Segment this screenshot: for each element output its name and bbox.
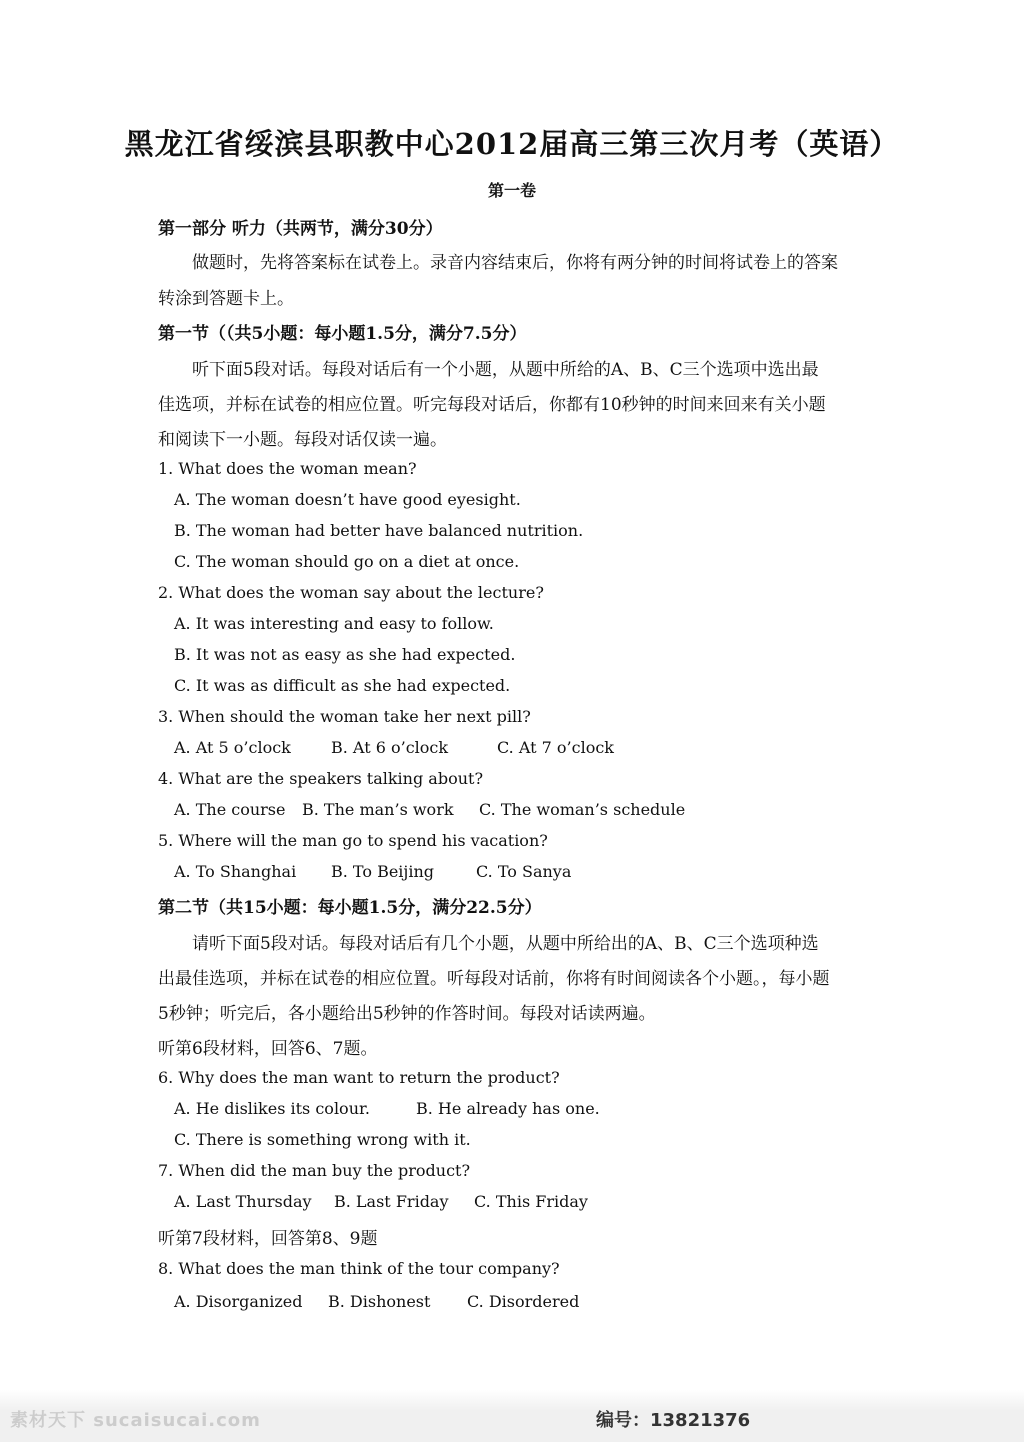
question-6-option-b: B. He already has one. xyxy=(416,1099,600,1118)
question-6: 6. Why does the man want to return the product? xyxy=(158,1068,560,1087)
question-5-option-c: C. To Sanya xyxy=(476,862,572,881)
question-7-option-c: C. This Friday xyxy=(474,1192,588,1211)
watermark-site: 素材天下 sucaisucai.com xyxy=(10,1410,261,1431)
page-title: 黑龙江省绥滨县职教中心2012届高三第三次月考（英语） xyxy=(124,127,900,161)
question-1-option-a: A. The woman doesn’t have good eyesight. xyxy=(174,490,521,509)
question-5-option-b: B. To Beijing xyxy=(331,862,435,881)
question-4-option-b: B. The man’s work xyxy=(302,800,454,819)
question-2-option-c: C. It was as difficult as she had expected. xyxy=(174,676,511,695)
question-8-option-b: B. Dishonest xyxy=(328,1292,431,1311)
question-2-option-b: B. It was not as easy as she had expected. xyxy=(174,645,516,664)
question-3-option-a: A. At 5 o’clock xyxy=(174,738,291,757)
volume-subtitle: 第一卷 xyxy=(487,181,536,200)
question-4-option-a: A. The course xyxy=(174,800,286,819)
question-2: 2. What does the woman say about the lecture? xyxy=(158,583,544,602)
material-7-instruction: 听第7段材料，回答第8、9题 xyxy=(158,1229,378,1249)
question-8-option-a: A. Disorganized xyxy=(174,1292,303,1311)
question-5-option-a: A. To Shanghai xyxy=(174,862,297,881)
question-3-option-b: B. At 6 o’clock xyxy=(331,738,449,757)
part1-intro-line1: 做题时，先将答案标在试卷上。录音内容结束后，你将有两分钟的时间将试卷上的答案 xyxy=(192,253,838,273)
section1-heading: 第一节（（共5小题：每小题1.5分，满分7.5分） xyxy=(158,324,527,344)
section1-intro-line1: 听下面5段对话。每段对话后有一个小题，从题中所给的A、B、C三个选项中选出最 xyxy=(192,360,819,380)
material-6-instruction: 听第6段材料，回答6、7题。 xyxy=(158,1039,378,1059)
question-8: 8. What does the man think of the tour company? xyxy=(158,1259,560,1278)
question-1: 1. What does the woman mean? xyxy=(158,459,417,478)
section2-intro-line3: 5秒钟；听完后，各小题给出5秒钟的作答时间。每段对话读两遍。 xyxy=(158,1004,656,1024)
question-7-option-a: A. Last Thursday xyxy=(174,1192,312,1211)
question-8-option-c: C. Disordered xyxy=(467,1292,580,1311)
section1-intro-line3: 和阅读下一小题。每段对话仅读一遍。 xyxy=(158,430,447,450)
question-3-option-c: C. At 7 o’clock xyxy=(497,738,614,757)
watermark-id: 编号：13821376 xyxy=(596,1410,751,1431)
question-3: 3. When should the woman take her next pill? xyxy=(158,707,531,726)
question-4: 4. What are the speakers talking about? xyxy=(158,769,484,788)
question-6-option-a: A. He dislikes its colour. xyxy=(174,1099,370,1118)
part1-intro-line2: 转涂到答题卡上。 xyxy=(158,289,294,309)
question-1-option-c: C. The woman should go on a diet at once. xyxy=(174,552,520,571)
section2-intro-line1: 请听下面5段对话。每段对话后有几个小题，从题中所给出的A、B、C三个选项种选 xyxy=(192,934,819,954)
section2-intro-line2: 出最佳选项，并标在试卷的相应位置。听每段对话前，你将有时间阅读各个小题。，每小题 xyxy=(158,969,830,989)
question-5: 5. Where will the man go to spend his vacation? xyxy=(158,831,548,850)
question-6-option-c: C. There is something wrong with it. xyxy=(174,1130,471,1149)
part1-heading: 第一部分 听力（共两节，满分30分） xyxy=(158,219,443,239)
watermark-bar xyxy=(0,1390,1024,1442)
question-7-option-b: B. Last Friday xyxy=(334,1192,449,1211)
question-7: 7. When did the man buy the product? xyxy=(158,1161,471,1180)
section2-heading: 第二节（共15小题：每小题1.5分，满分22.5分） xyxy=(158,898,542,918)
question-1-option-b: B. The woman had better have balanced nutrition. xyxy=(174,521,584,540)
question-4-option-c: C. The woman’s schedule xyxy=(479,800,686,819)
section1-intro-line2: 佳选项，并标在试卷的相应位置。听完每段对话后，你都有10秒钟的时间来回来有关小题 xyxy=(158,395,826,415)
question-2-option-a: A. It was interesting and easy to follow. xyxy=(174,614,494,633)
